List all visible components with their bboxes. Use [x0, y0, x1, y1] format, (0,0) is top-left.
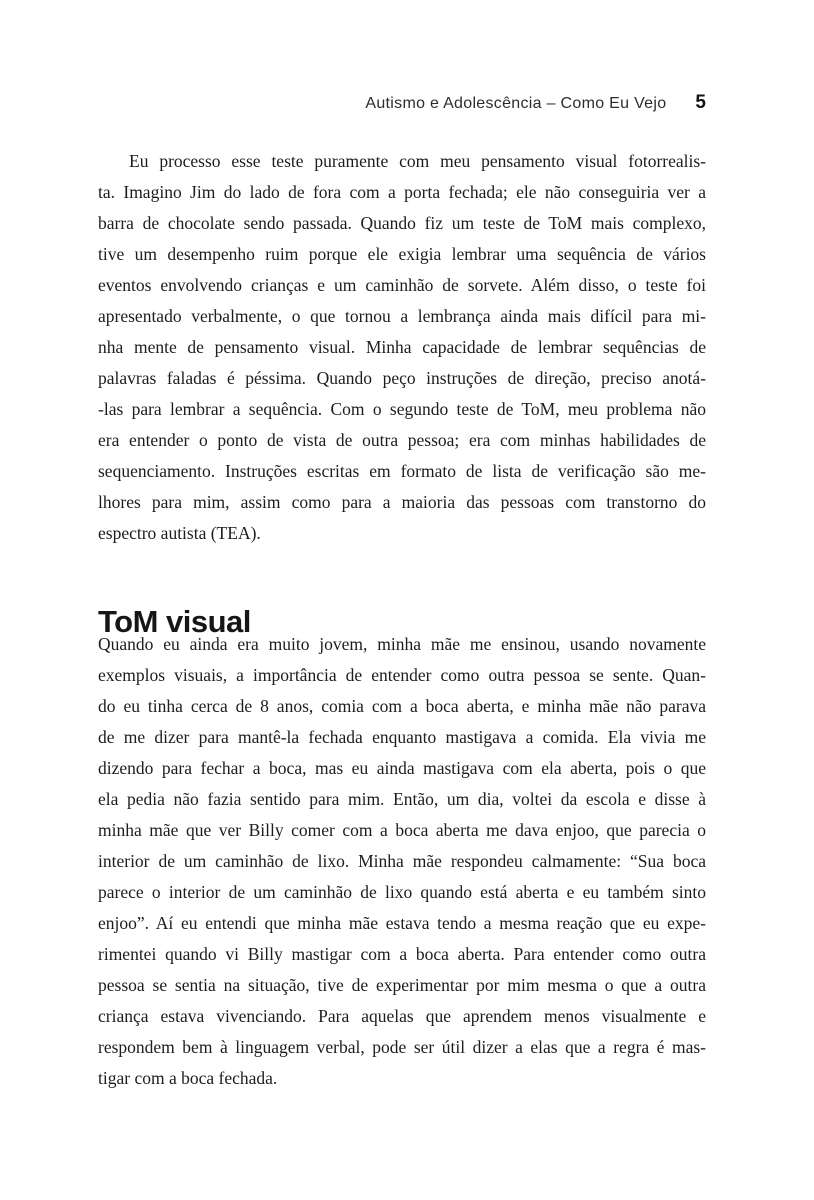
text-line: sequenciamento. Instruções escritas em formato de lista de verificação são me-	[98, 461, 706, 481]
running-header	[98, 92, 706, 114]
text-line: nha mente de pensamento visual. Minha capacidade de lembrar sequências de	[98, 337, 706, 357]
text-line: rimentei quando vi Billy mastigar com a boca aberta. Para entender como outra	[98, 944, 706, 964]
paragraph-tom-test	[98, 146, 706, 549]
text-line: apresentado verbalmente, o que tornou a lembrança ainda mais difícil para mi-	[98, 306, 706, 326]
text-line: pessoa se sentia na situação, tive de experimentar por mim mesma o que a outra	[98, 975, 706, 995]
running-header-title: Autismo e Adolescência – Como Eu Vejo	[365, 95, 667, 112]
text-line: interior de um caminhão de lixo. Minha mãe respondeu calmamente: “Sua boca	[98, 851, 706, 871]
text-line: era entender o ponto de vista de outra pessoa; era com minhas habilidades de	[98, 430, 706, 450]
text-line: ta. Imagino Jim do lado de fora com a porta fechada; ele não conseguiria ver a	[98, 182, 706, 202]
text-line: enjoo”. Aí eu entendi que minha mãe estava tendo a mesma reação que eu expe-	[98, 913, 706, 933]
text-line: do eu tinha cerca de 8 anos, comia com a boca aberta, e minha mãe não parava	[98, 696, 706, 716]
text-line: barra de chocolate sendo passada. Quando fiz um teste de ToM mais complexo,	[98, 213, 706, 233]
text-line: -las para lembrar a sequência. Com o segundo teste de ToM, meu problema não	[98, 399, 706, 419]
text-line: lhores para mim, assim como para a maioria das pessoas com transtorno do	[98, 492, 706, 512]
text-line: espectro autista (TEA).	[98, 523, 261, 543]
section-heading-tom-visual: ToM visual	[98, 603, 251, 639]
text-line: minha mãe que ver Billy comer com a boca aberta me dava enjoo, que parecia o	[98, 820, 706, 840]
text-line: parece o interior de um caminhão de lixo quando está aberta e eu também sinto	[98, 882, 706, 902]
text-line: tive um desempenho ruim porque ele exigia lembrar uma sequência de vários	[98, 244, 706, 264]
text-line: de me dizer para mantê-la fechada enquanto mastigava a comida. Ela vivia me	[98, 727, 706, 747]
text-line: eventos envolvendo crianças e um caminhão de sorvete. Além disso, o teste foi	[98, 275, 706, 295]
paragraph-tom-visual	[98, 629, 706, 1094]
text-line: Eu processo esse teste puramente com meu pensamento visual fotorrealis-	[129, 151, 706, 171]
text-line: dizendo para fechar a boca, mas eu ainda mastigava com ela aberta, pois o que	[98, 758, 706, 778]
text-line: Quando eu ainda era muito jovem, minha mãe me ensinou, usando novamente	[98, 634, 706, 654]
text-line: tigar com a boca fechada.	[98, 1068, 278, 1088]
text-line: palavras faladas é péssima. Quando peço instruções de direção, preciso anotá-	[98, 368, 706, 388]
page-number: 5	[695, 92, 706, 113]
text-line: respondem bem à linguagem verbal, pode ser útil dizer a elas que a regra é mas-	[98, 1037, 706, 1057]
text-line: exemplos visuais, a importância de entender como outra pessoa se sente. Quan-	[98, 665, 706, 685]
text-line: criança estava vivenciando. Para aquelas que aprendem menos visualmente e	[98, 1006, 706, 1026]
text-line: ela pedia não fazia sentido para mim. Então, um dia, voltei da escola e disse à	[98, 789, 706, 809]
